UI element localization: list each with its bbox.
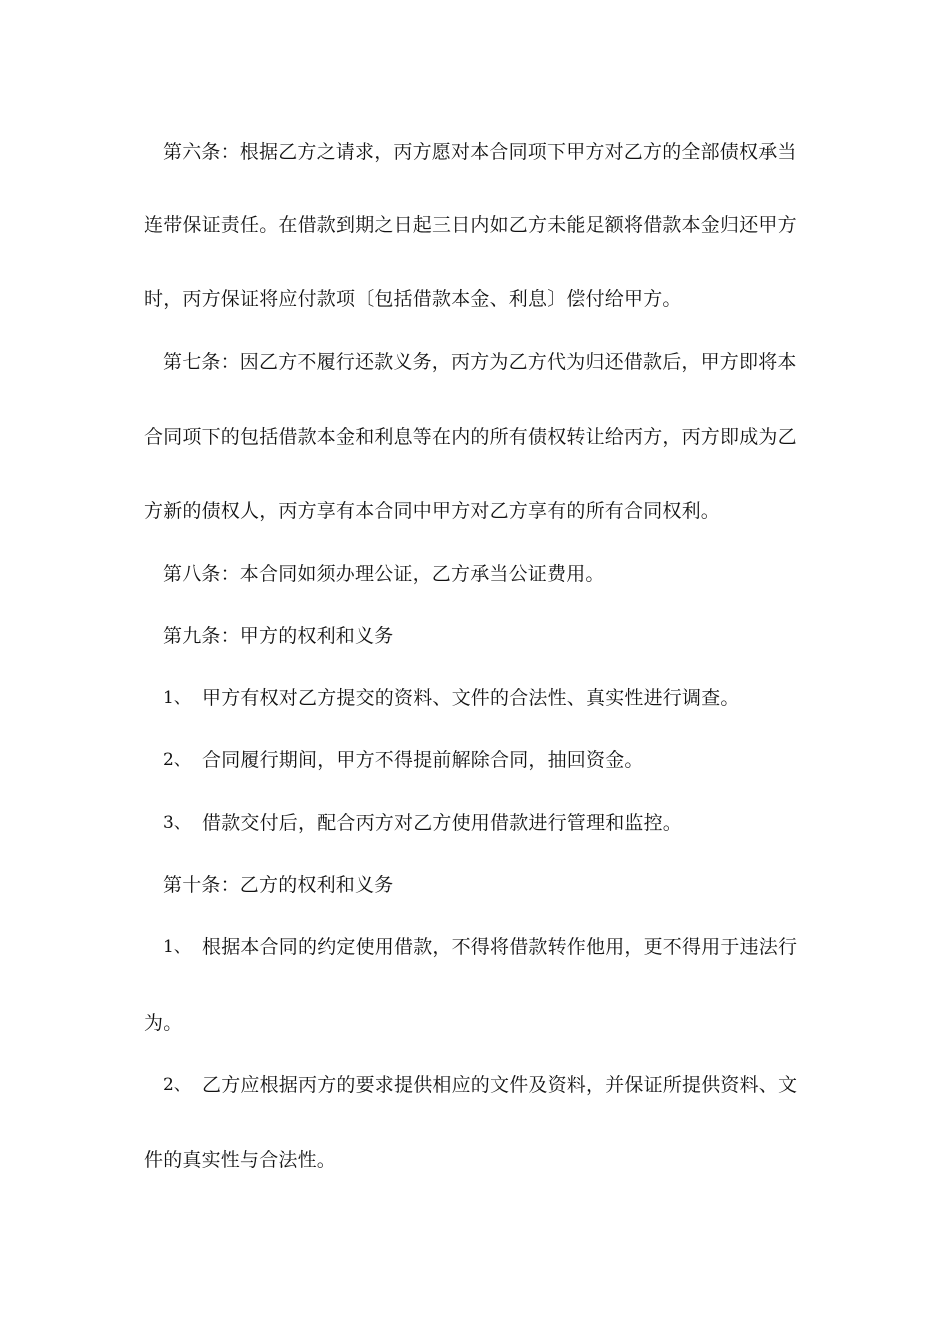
article10-heading: 第十条：乙方的权利和义务: [163, 874, 394, 896]
article7-line1: 第七条：因乙方不履行还款义务，丙方为乙方代为归还借款后，甲方即将本: [163, 351, 797, 373]
article10-item1-number: 1、: [163, 937, 191, 957]
article9-item2-number: 2、: [163, 750, 191, 770]
article10-item2-number: 2、: [163, 1075, 191, 1095]
article7-line2: 合同项下的包括借款本金和利息等在内的所有债权转让给丙方，丙方即成为乙: [144, 426, 797, 448]
article10-item1-text: 根据本合同的约定使用借款，不得将借款转作他用，更不得用于违法行: [202, 936, 798, 958]
article9-heading: 第九条：甲方的权利和义务: [163, 625, 394, 647]
article9-item2-text: 合同履行期间，甲方不得提前解除合同，抽回资金。: [202, 749, 644, 771]
article7-line3: 方新的债权人，丙方享有本合同中甲方对乙方享有的所有合同权利。: [144, 500, 721, 522]
article8-line1: 第八条：本合同如须办理公证，乙方承当公证费用。: [163, 563, 605, 585]
article10-item2-continuation: 件的真实性与合法性。: [144, 1149, 337, 1171]
article10-item1-continuation: 为。: [144, 1012, 183, 1034]
article6-line2: 连带保证责任。在借款到期之日起三日内如乙方未能足额将借款本金归还甲方: [144, 214, 797, 236]
article6-line3: 时，丙方保证将应付款项〔包括借款本金、利息〕偿付给甲方。: [144, 288, 682, 310]
article9-item3-text: 借款交付后，配合丙方对乙方使用借款进行管理和监控。: [202, 812, 683, 834]
article9-item1-text: 甲方有权对乙方提交的资料、文件的合法性、真实性进行调查。: [202, 687, 740, 709]
article6-line1: 第六条：根据乙方之请求，丙方愿对本合同项下甲方对乙方的全部债权承当: [163, 141, 797, 163]
article9-item1-number: 1、: [163, 688, 191, 708]
article10-item2-text: 乙方应根据丙方的要求提供相应的文件及资料，并保证所提供资料、文: [202, 1074, 798, 1096]
article9-item3-number: 3、: [163, 813, 191, 833]
